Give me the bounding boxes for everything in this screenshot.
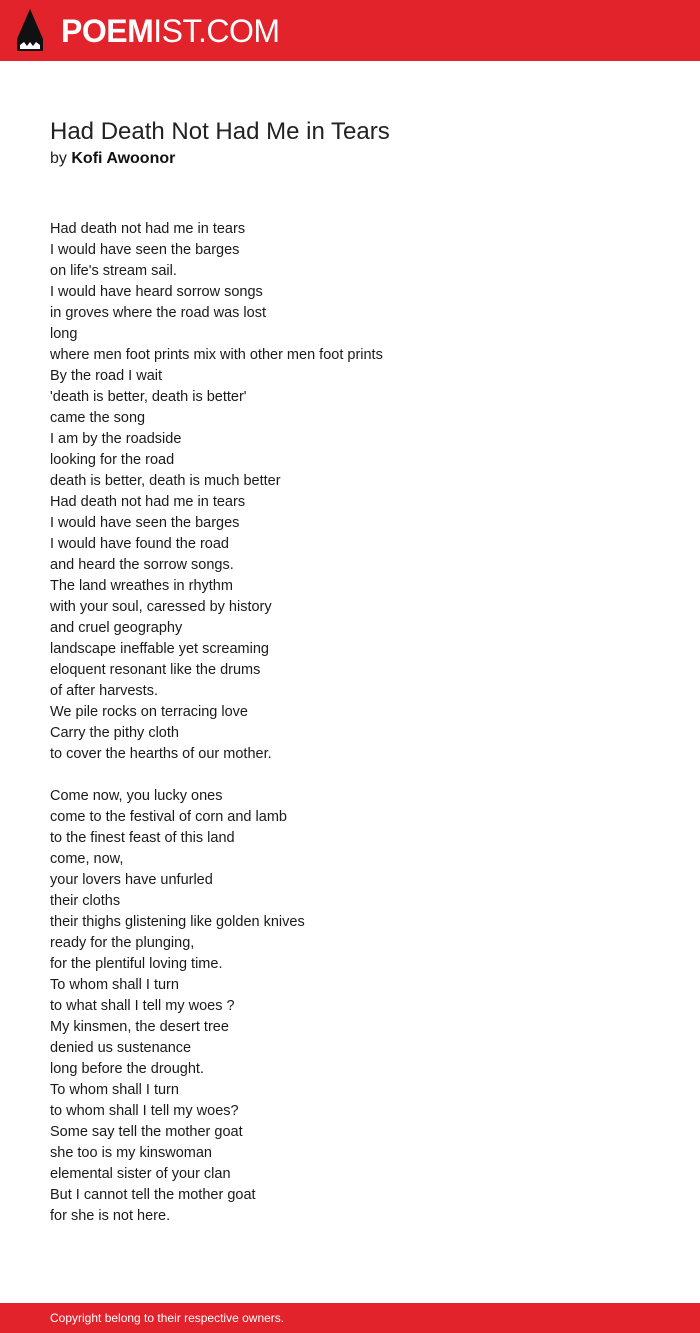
pencil-tip-icon[interactable] — [17, 9, 43, 51]
poem-line: Come now, you lucky ones — [50, 788, 223, 804]
poem-line: The land wreathes in rhythm — [50, 578, 233, 594]
site-logo[interactable] — [61, 12, 280, 50]
poem-line: Had death not had me in tears — [50, 494, 246, 510]
poem-line: in groves where the road was lost — [50, 305, 266, 321]
poem-line: to whom shall I tell my woes? — [50, 1103, 239, 1119]
poem-stanza — [50, 786, 650, 1227]
poem-line: Carry the pithy cloth — [50, 725, 179, 741]
poem-line: My kinsmen, the desert tree — [50, 1019, 229, 1035]
poem-line: of after harvests. — [50, 683, 158, 699]
poem-line: came the song — [50, 410, 146, 426]
poem-line: denied us sustenance — [50, 1040, 192, 1056]
poem-line: their cloths — [50, 893, 121, 909]
poem-line: I am by the roadside — [50, 431, 182, 447]
poem-line: elemental sister of your clan — [50, 1166, 231, 1182]
poem-stanza — [50, 219, 650, 765]
poem-line: long before the drought. — [50, 1061, 204, 1077]
poem-line: eloquent resonant like the drums — [50, 662, 261, 678]
logo-bold-text: POEM — [61, 13, 154, 49]
poem-line: where men foot prints mix with other men foot prints — [50, 347, 383, 363]
copyright-text: Copyright belong to their respective owners. — [50, 1311, 285, 1325]
poem-line: Had death not had me in tears — [50, 221, 246, 237]
author-name: Kofi Awoonor — [71, 150, 176, 167]
by-label: by — [50, 150, 67, 167]
poem-line: I would have seen the barges — [50, 515, 240, 531]
poem-line: come to the festival of corn and lamb — [50, 809, 287, 825]
poem-line: I would have heard sorrow songs — [50, 284, 263, 300]
poem-line: Some say tell the mother goat — [50, 1124, 243, 1140]
poem-line: she too is my kinswoman — [50, 1145, 212, 1161]
logo-light-text: IST.COM — [153, 13, 280, 49]
poem-line: We pile rocks on terracing love — [50, 704, 248, 720]
poem-line: I would have seen the barges — [50, 242, 240, 258]
poem-line: To whom shall I turn — [50, 1082, 179, 1098]
poem-line: with your soul, caressed by history — [50, 599, 272, 615]
poem-line: By the road I wait — [50, 368, 163, 384]
poem-line: to what shall I tell my woes ? — [50, 998, 235, 1014]
poem-line: on life's stream sail. — [50, 263, 177, 279]
site-footer — [0, 1303, 700, 1333]
poem-line: death is better, death is much better — [50, 473, 281, 489]
poem-line: looking for the road — [50, 452, 175, 468]
poem-line: come, now, — [50, 851, 124, 867]
poem-line: landscape ineffable yet screaming — [50, 641, 269, 657]
poem-body — [50, 219, 650, 1248]
poem-line: your lovers have unfurled — [50, 872, 213, 888]
site-header — [0, 0, 700, 61]
poem-byline — [50, 149, 175, 169]
poem-line: ready for the plunging, — [50, 935, 195, 951]
poem-line: I would have found the road — [50, 536, 229, 552]
poem-line: But I cannot tell the mother goat — [50, 1187, 256, 1203]
poem-line: for she is not here. — [50, 1208, 171, 1224]
poem-line: for the plentiful loving time. — [50, 956, 223, 972]
poem-line: to cover the hearths of our mother. — [50, 746, 272, 762]
poem-line: to the finest feast of this land — [50, 830, 235, 846]
poem-line: and heard the sorrow songs. — [50, 557, 234, 573]
poem-line: 'death is better, death is better' — [50, 389, 247, 405]
poem-line: long — [50, 326, 78, 342]
poem-line: To whom shall I turn — [50, 977, 179, 993]
poem-line: their thighs glistening like golden knives — [50, 914, 305, 930]
poem-title: Had Death Not Had Me in Tears — [50, 118, 390, 145]
poem-line: and cruel geography — [50, 620, 183, 636]
